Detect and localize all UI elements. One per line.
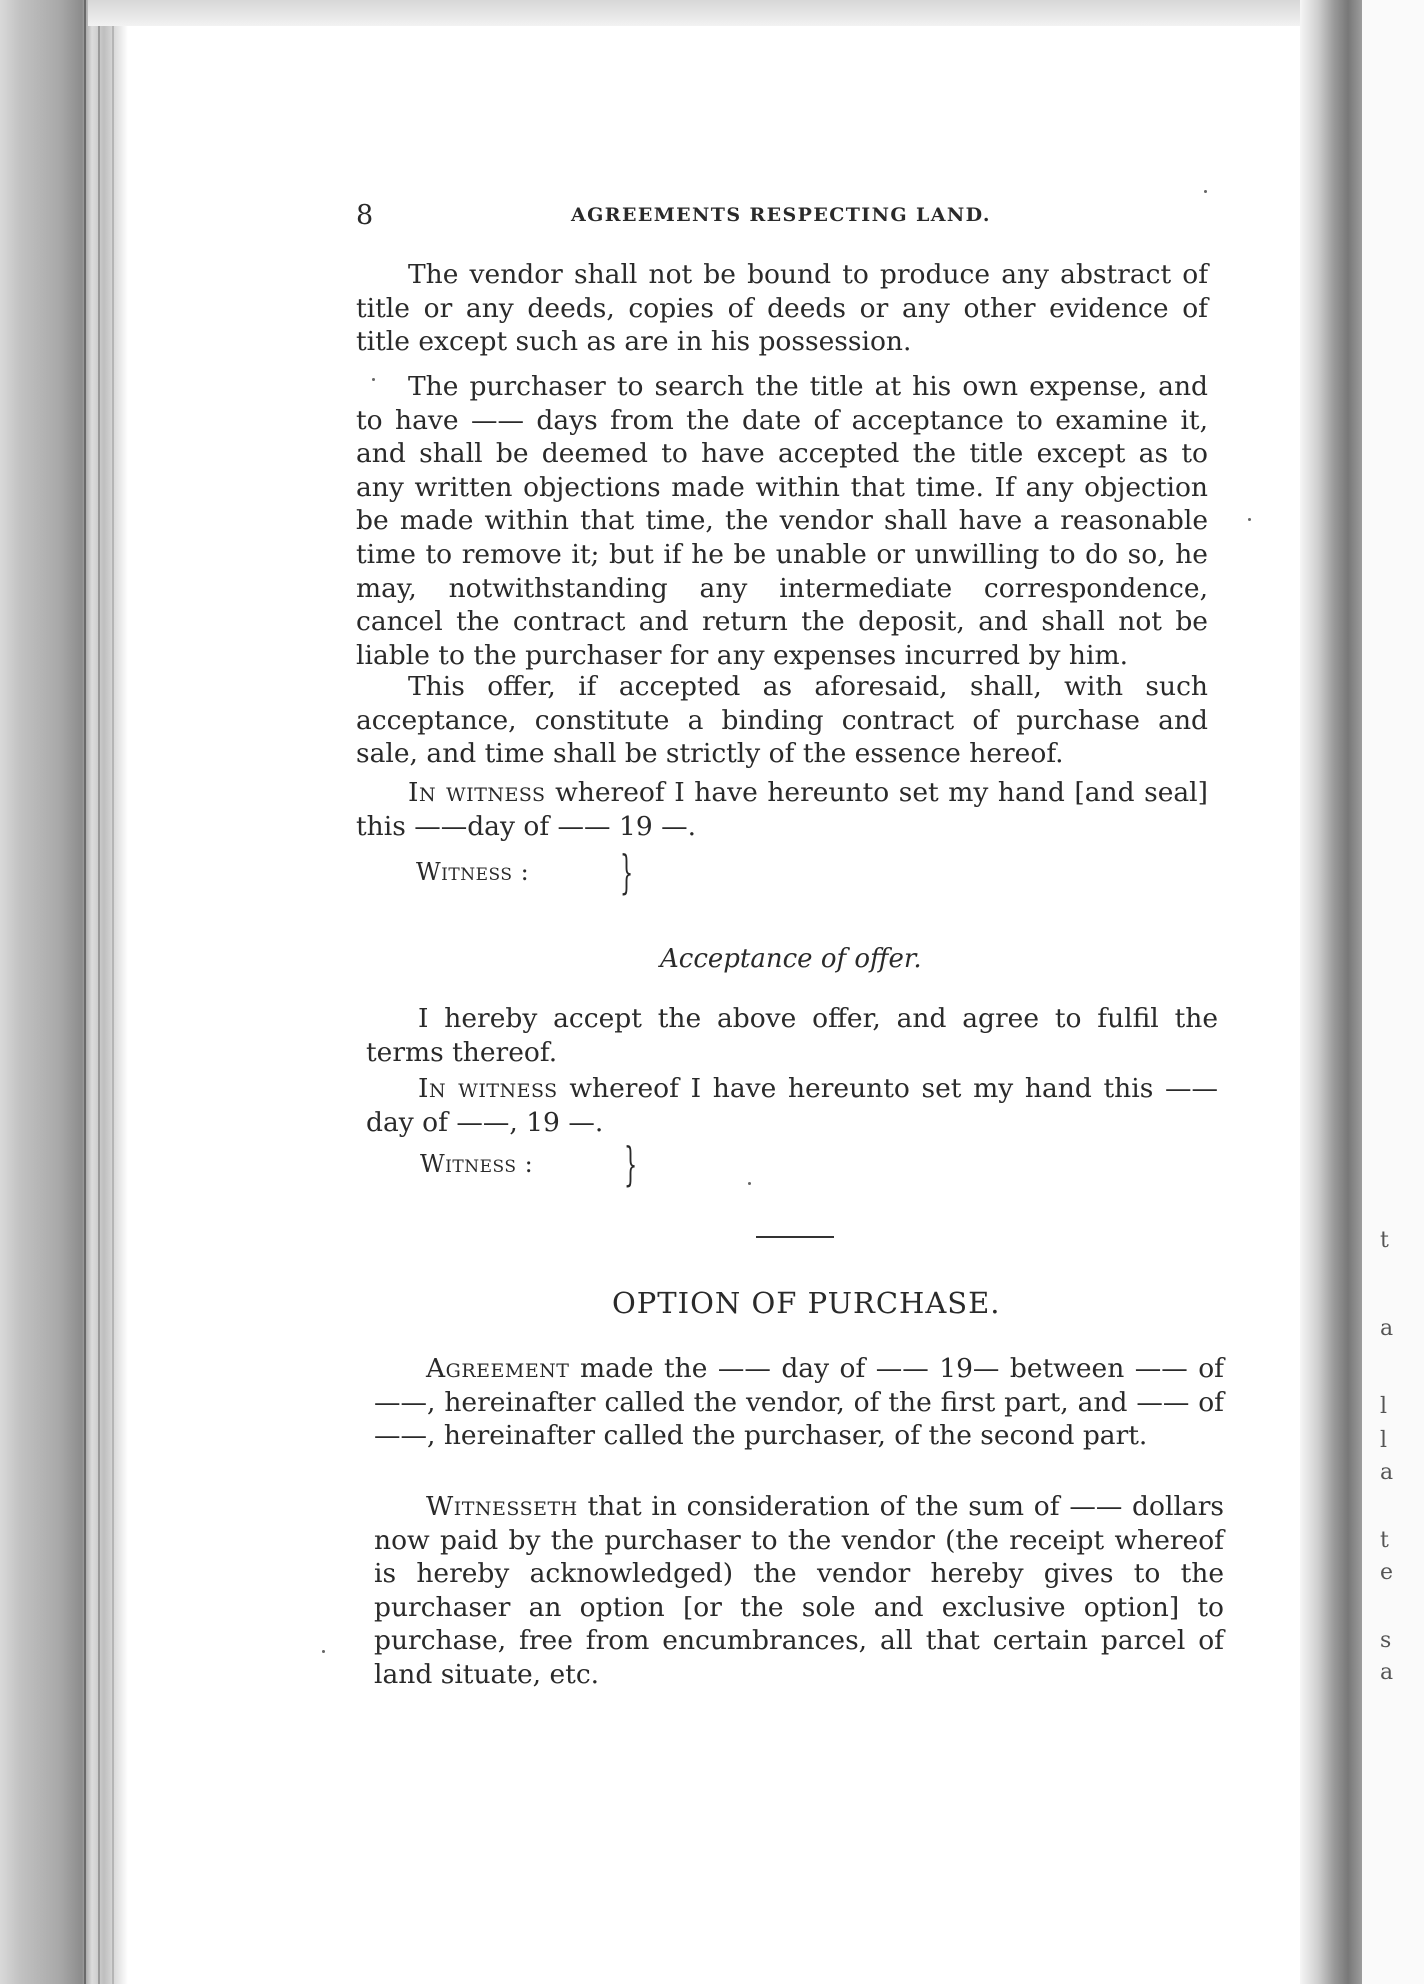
witness-brace: } (624, 1137, 638, 1191)
in-witness-text: whereof I have hereunto set my hand [and seal] this ——day of —— 19 —. (356, 777, 1208, 842)
paragraph-search-title: The purchaser to search the title at his own expense, and to have —— days from the date of acceptance to examine it, and shall be deemed to have accepted the title except as to any written objections made within that time. If any objection be made within that time, the vendor shall have a reasonable time to remove it; but if he be unable or unwilling to do so, he may, notwithstanding any intermediate correspondence, cancel the contract and return the deposit, and shall not be liable to the purchaser for any expenses incurred by him. (356, 371, 1208, 671)
paragraph-agreement (374, 1352, 1224, 1453)
binding-line (98, 0, 100, 1984)
witness-label: Witness : (416, 858, 530, 886)
agreement-lead: Agreement (426, 1353, 570, 1384)
paragraph-accept-offer: I hereby accept the above offer, and agree to fulfil the terms thereof. (366, 1003, 1218, 1068)
next-page-fragment: a (1380, 1460, 1394, 1485)
next-page-fragment: a (1380, 1316, 1394, 1341)
page-number: 8 (356, 200, 374, 231)
in-witness-text: whereof I have hereunto set my hand this —— day of ——, 19 —. (366, 1073, 1218, 1138)
next-page-fragment: a (1380, 1660, 1394, 1685)
witnesseth-lead: Witnesseth (426, 1491, 578, 1522)
running-head: AGREEMENTS RESPECTING LAND. (571, 204, 991, 226)
binding-line (112, 0, 114, 1984)
next-page-fragment: s (1380, 1628, 1392, 1653)
witnesseth-text: that in consideration of the sum of —— dollars now paid by the purchaser to the vendor (the receipt whereof is hereby acknowledged) the vendor hereby gives to the purchaser an option [or the sole and exclusive option] to purchase, free from encumbrances, all that certain parcel of land situate, etc. (374, 1491, 1224, 1690)
book-left-edge (0, 0, 128, 1984)
acceptance-heading: Acceptance of offer. (660, 944, 922, 974)
paragraph-binding-contract: This offer, if accepted as aforesaid, shall, with such acceptance, constitute a binding contract of purchase and sale, and time shall be strictly of the essence hereof. (356, 671, 1208, 770)
paragraph-in-witness-acceptance (366, 1072, 1218, 1139)
in-witness-lead: In witness (418, 1073, 558, 1104)
binding-line (84, 0, 86, 1984)
next-page-fragment: t (1380, 1228, 1389, 1253)
book-gutter-shadow (1300, 0, 1362, 1984)
next-page-fragment: t (1380, 1528, 1389, 1553)
witness-brace: } (620, 845, 634, 899)
agreement-text: made the —— day of —— 19— between —— of ——, hereinafter called the vendor, of the first part, and —— of ——, hereinafter called the purchaser, of the second part. (374, 1353, 1224, 1452)
section-title: OPTION OF PURCHASE. (612, 1286, 1001, 1320)
page-header (356, 200, 996, 236)
next-page-edge (1362, 0, 1424, 1984)
paragraph-witnesseth (374, 1490, 1224, 1692)
section-divider (756, 1236, 834, 1238)
witness-label: Witness : (420, 1150, 534, 1178)
next-page-fragment: e (1380, 1560, 1394, 1585)
next-page-fragment: l (1380, 1394, 1388, 1419)
paragraph-in-witness-offer (356, 776, 1208, 843)
book-top-edge (88, 0, 1333, 26)
paragraph-abstract-of-title: The vendor shall not be bound to produce any abstract of title or any deeds, copies of deeds or any other evidence of title except such as are in his possession. (356, 259, 1208, 358)
next-page-fragment: l (1380, 1428, 1388, 1453)
in-witness-lead: In witness (408, 777, 546, 808)
